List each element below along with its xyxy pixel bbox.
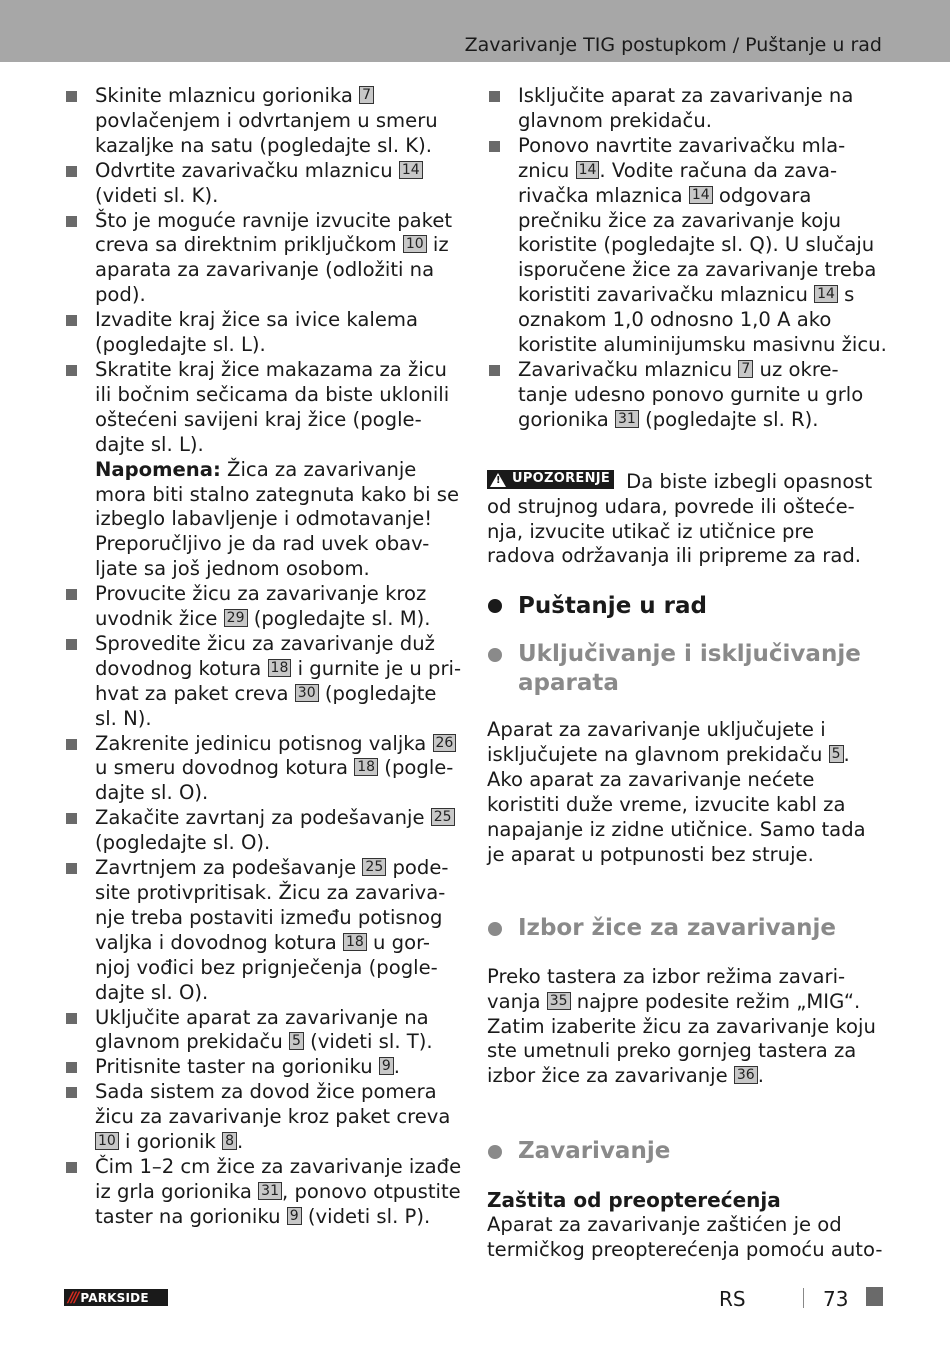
list-item: [487, 134, 887, 358]
heading-start: Puštanje u rad: [487, 591, 887, 621]
list-item: [64, 1080, 464, 1155]
part-reference-number: 26: [433, 734, 457, 752]
text-run: Zavarivačku mlaznicu: [518, 357, 739, 381]
text-run: .: [237, 1130, 244, 1154]
part-reference-number: 31: [615, 410, 639, 428]
text-run: . Vodite računa da zava-rivačka mlaznica: [518, 158, 838, 207]
list-item: [487, 84, 887, 134]
note-label: Napomena:: [95, 457, 221, 481]
list-item: [64, 1155, 464, 1230]
heading-on-off: Uključivanje i isključivanje aparata: [487, 640, 887, 698]
list-item: [487, 358, 887, 433]
warning-badge: [487, 470, 614, 489]
text-run: (pogle-dajte sl. O).: [95, 756, 454, 805]
list-item: [64, 209, 464, 309]
text-run: Sada sistem za dovod žice pomera žicu za zavarivanje kroz paket creva: [95, 1080, 451, 1129]
text-run: iz aparata za zavarivanje (odložiti na pod).: [95, 233, 449, 307]
right-steps-list: [487, 84, 887, 433]
parkside-logo: [64, 1289, 168, 1306]
left-steps-list-2: [64, 582, 464, 1230]
list-item: [64, 806, 464, 856]
part-reference-number: 10: [95, 1132, 119, 1150]
list-item: [64, 84, 464, 159]
text-run: (pogledajte sl. N).: [95, 681, 437, 730]
left-steps-list: [64, 84, 464, 458]
part-reference-number: 5: [289, 1032, 304, 1050]
part-reference-number: 5: [829, 745, 844, 763]
text-run: (videti sl. T).: [303, 1030, 433, 1054]
text-run: pode-site protivpritisak. Žicu za zavariva-nje treba postaviti između potisnog valjka i dovodnog kotura: [95, 856, 449, 954]
footer-square-icon: [866, 1287, 883, 1306]
text-run: Što je moguće ravnije izvucite paket creva sa direktnim priključkom: [95, 208, 453, 257]
text-run: Zavrtnjem za podešavanje: [95, 856, 363, 880]
part-reference-number: 7: [738, 360, 753, 378]
text-run: Zakrenite jedinicu potisnog valjka: [95, 731, 433, 755]
page-header-title: Zavarivanje TIG postupkom / Puštanje u rad: [464, 34, 882, 56]
text-run: Isključite aparat za zavarivanje na glavnom prekidaču.: [518, 84, 854, 132]
part-reference-number: 14: [399, 161, 423, 179]
part-reference-number: 9: [379, 1057, 394, 1075]
text-run: u smeru dovodnog kotura: [95, 756, 355, 780]
list-item: [64, 632, 464, 732]
part-reference-number: 8: [222, 1132, 237, 1150]
part-reference-number: 25: [362, 858, 386, 876]
left-column: [64, 84, 464, 1230]
text-run: Preko tastera za izbor režima zavari-vanja: [487, 964, 846, 1013]
logo-stripes-icon: ///: [68, 1289, 78, 1306]
part-reference-number: 36: [734, 1066, 758, 1084]
text-run: Pritisnite taster na gorioniku: [95, 1055, 379, 1079]
text-run: (videti sl. K).: [95, 183, 219, 207]
text-run: i gorionik: [118, 1130, 223, 1154]
text-run: Odvrtite zavarivačku mlaznicu: [95, 158, 399, 182]
text-run: Zakačite zavrtanj za podešavanje: [95, 806, 431, 830]
right-column: [487, 84, 887, 1263]
text-run: uz okre-tanje udesno ponovo gurnite u grlo gorionika: [518, 357, 864, 431]
text-run: , ponovo otpustite taster na gorioniku: [95, 1179, 461, 1228]
text-run: Izvadite kraj žice sa ivice kalema (pogledajte sl. L).: [95, 308, 418, 357]
text-run: Skinite mlaznicu gorionika: [95, 84, 360, 107]
paragraph-on-off: [487, 718, 887, 867]
list-item: [64, 732, 464, 807]
part-reference-number: 25: [431, 808, 455, 826]
list-item: [64, 856, 464, 1005]
list-item: [64, 582, 464, 632]
part-reference-number: 18: [354, 758, 378, 776]
part-reference-number: 31: [258, 1182, 282, 1200]
heading-overload: Zaštita od preopterećenja: [487, 1188, 781, 1213]
text-run: Provucite žicu za zavarivanje kroz uvodnik žice: [95, 582, 427, 631]
text-run: .: [393, 1055, 401, 1079]
page-number: 73: [823, 1287, 849, 1311]
warning-triangle-icon: [490, 473, 506, 487]
warning-paragraph: [487, 470, 887, 570]
text-run: povlačenjem i odvrtanjem u smeru kazaljke na satu (pogledajte sl. K).: [95, 108, 438, 157]
list-item: [64, 308, 464, 358]
list-item: [64, 1006, 464, 1056]
heading-welding: Zavarivanje: [487, 1137, 887, 1166]
part-reference-number: 14: [576, 161, 600, 179]
part-reference-number: 29: [224, 609, 248, 627]
part-reference-number: 30: [295, 684, 319, 702]
warning-label: UPOZORENJE: [512, 471, 611, 487]
list-item: [64, 159, 464, 209]
text-run: Aparat za zavarivanje uključujete i isključujete na glavnom prekidaču: [487, 718, 829, 767]
footer-divider: [803, 1288, 804, 1308]
paragraph-overload: Aparat za zavarivanje zaštićen je od termičkog preopterećenja pomoću auto-: [487, 1213, 883, 1262]
part-reference-number: 7: [359, 86, 374, 104]
part-reference-number: 14: [689, 186, 713, 204]
part-reference-number: 18: [268, 659, 292, 677]
text-run: odgovara prečniku žice za zavarivanje koju koristite (pogledajte sl. Q). U slučaju isporučene žice za zavarivanje treba koristiti zavarivačku mlaznicu: [518, 183, 877, 307]
text-run: . Ako aparat za zavarivanje nećete koristiti duže vreme, izvucite kabl za napajanje iz zidne utičnice. Samo tada je aparat u potpunosti bez struje.: [487, 743, 866, 866]
text-run: Čim 1–2 cm žice za zavarivanje izađe iz grla gorionika: [95, 1154, 462, 1203]
text-run: i gurnite je u pri-hvat za paket creva: [95, 656, 462, 705]
text-run: (pogledajte sl. R).: [638, 407, 819, 431]
part-reference-number: 14: [814, 285, 838, 303]
text-run: (pogledajte sl. O).: [95, 831, 271, 855]
part-reference-number: 10: [403, 235, 427, 253]
text-run: Sprovedite žicu za zavarivanje duž dovodnog kotura: [95, 631, 435, 680]
note-paragraph: [64, 458, 464, 583]
text-run: .: [757, 1064, 764, 1088]
text-run: Ponovo navrtite zavarivačku mla-znicu: [518, 133, 846, 182]
logo-brand: PARKSIDE: [80, 1290, 149, 1305]
list-item: [64, 358, 464, 458]
heading-wire-selection: Izbor žice za zavarivanje: [487, 914, 887, 943]
text-run: Uključite aparat za zavarivanje na glavnom prekidaču: [95, 1005, 429, 1054]
part-reference-number: 9: [287, 1207, 302, 1225]
text-run: Skratite kraj žice makazama za žicu ili bočnim sečicama da biste uklonili oštećeni savijeni kraj žice (pogle-dajte sl. L).: [95, 357, 450, 456]
footer-language: RS: [719, 1287, 746, 1311]
list-item: [64, 1055, 464, 1080]
text-run: najpre podesite režim „MIG“. Zatim izaberite žicu za zavarivanje koju ste umetnuli preko gornjeg tastera za izbor žice za zavarivanje: [487, 989, 876, 1088]
text-run: (videti sl. P).: [301, 1204, 431, 1228]
note-text: Žica za zavarivanje mora biti stalno zategnuta kako bi se izbeglo labavljenje i odmotavanje! Preporučljivo je da rad uvek obav-ljate sa još jednom osobom.: [95, 457, 460, 581]
text-run: u gor-njoj vođici bez prignječenja (pogle-dajte sl. O).: [95, 930, 438, 1004]
part-reference-number: 35: [547, 992, 571, 1010]
part-reference-number: 18: [343, 933, 367, 951]
paragraph-wire-selection: [487, 965, 887, 1090]
text-run: (pogledajte sl. M).: [247, 607, 431, 631]
warning-text: Da biste izbegli opasnost od strujnog udara, povrede ili ošteće-nja, izvucite utikač iz utičnice pre radova održavanja ili pripreme za rad.: [487, 469, 873, 568]
text-run: s oznakom 1,0 odnosno 1,0 A ako koristite aluminijumsku masivnu žicu.: [518, 283, 887, 357]
